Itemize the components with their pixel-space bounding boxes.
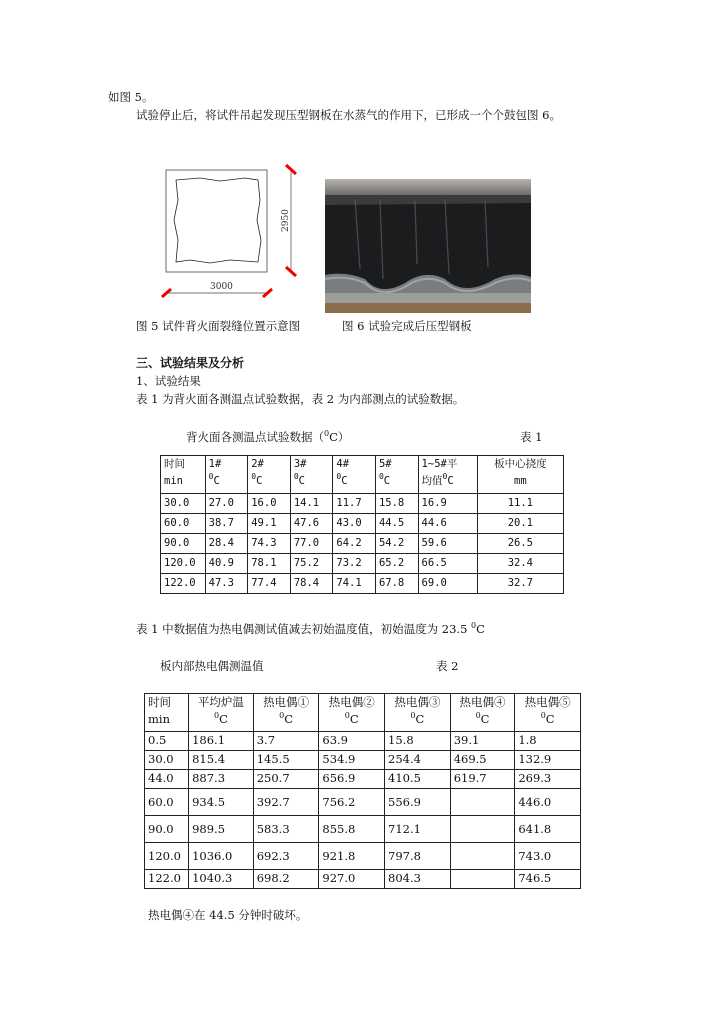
- table-cell: 887.3: [189, 770, 254, 789]
- table-cell: 65.2: [375, 554, 418, 574]
- table-row: [145, 770, 581, 789]
- table-cell: 59.6: [418, 534, 477, 554]
- table-cell: 855.8: [319, 816, 385, 843]
- table-cell: 30.0: [145, 751, 189, 770]
- header-cell: 热电偶⑤ $^0$C: [515, 694, 581, 732]
- table-row: [161, 554, 564, 574]
- figure-6-caption: 图 6 试验完成后压型钢板: [342, 319, 472, 333]
- table-cell: 16.9: [418, 494, 477, 514]
- table-cell: 74.3: [248, 534, 291, 554]
- table-cell: 26.5: [477, 534, 563, 554]
- table-cell: 712.1: [385, 816, 451, 843]
- header-cell: 热电偶③ $^0$C: [385, 694, 451, 732]
- intro-paragraph: 表 1 为背火面各测温点试验数据，表 2 为内部测点的试验数据。: [136, 392, 465, 406]
- steel-plate-photo: [325, 179, 531, 313]
- table-cell: 38.7: [205, 514, 248, 534]
- table-cell: [450, 843, 515, 870]
- crack-schematic: [160, 160, 310, 305]
- table-cell: 49.1: [248, 514, 291, 534]
- section-heading: 三、试验结果及分析: [136, 356, 245, 370]
- table-cell: 815.4: [189, 751, 254, 770]
- table-cell: 446.0: [515, 789, 581, 816]
- table-cell: 122.0: [161, 574, 206, 594]
- table-cell: 75.2: [290, 554, 333, 574]
- table-cell: 797.8: [385, 843, 451, 870]
- dimension-label-vertical: 2950: [281, 209, 291, 232]
- table-cell: 3.7: [253, 732, 319, 751]
- table-cell: [450, 789, 515, 816]
- table-row: [145, 789, 581, 816]
- table-1-label: 表 1: [520, 430, 543, 444]
- table-cell: 78.1: [248, 554, 291, 574]
- table-cell: 1.8: [515, 732, 581, 751]
- table-cell: 122.0: [145, 870, 189, 889]
- table-cell: 44.5: [375, 514, 418, 534]
- table-cell: 90.0: [161, 534, 206, 554]
- header-cell: 平均炉温 $^0$C: [189, 694, 254, 732]
- header-cell: 热电偶① $^0$C: [253, 694, 319, 732]
- table-1-note: 表 1 中数据值为热电偶测试值减去初始温度值，初始温度为 23.5 $^0$C: [136, 621, 485, 636]
- table-cell: 641.8: [515, 816, 581, 843]
- header-cell: 时间 min: [161, 456, 206, 494]
- table-cell: 556.9: [385, 789, 451, 816]
- table-cell: 410.5: [385, 770, 451, 789]
- table-cell: 11.7: [333, 494, 376, 514]
- table-cell: 39.1: [450, 732, 515, 751]
- header-cell: 热电偶② $^0$C: [319, 694, 385, 732]
- table-cell: 250.7: [253, 770, 319, 789]
- table-cell: 20.1: [477, 514, 563, 534]
- header-cell: 5# $^0$C: [375, 456, 418, 494]
- table-cell: 120.0: [145, 843, 189, 870]
- table-cell: 269.3: [515, 770, 581, 789]
- table-cell: 0.5: [145, 732, 189, 751]
- table-header-row: [145, 694, 581, 732]
- table-cell: 67.8: [375, 574, 418, 594]
- table-row: [161, 494, 564, 514]
- header-cell: 板中心挠度 mm: [477, 456, 563, 494]
- table-cell: 534.9: [319, 751, 385, 770]
- specimen-outline: [166, 170, 267, 272]
- table-cell: 145.5: [253, 751, 319, 770]
- header-cell: 1# $^0$C: [205, 456, 248, 494]
- table-cell: 804.3: [385, 870, 451, 889]
- table-2: [144, 693, 581, 889]
- header-cell: 热电偶④ $^0$C: [450, 694, 515, 732]
- table-cell: 14.1: [290, 494, 333, 514]
- header-cell: 3# $^0$C: [290, 456, 333, 494]
- crack-line: [174, 178, 261, 263]
- header-cell: 4# $^0$C: [333, 456, 376, 494]
- table-cell: 469.5: [450, 751, 515, 770]
- table-cell: 132.9: [515, 751, 581, 770]
- table-cell: 15.8: [375, 494, 418, 514]
- table-2-label: 表 2: [436, 659, 459, 673]
- table-cell: 73.2: [333, 554, 376, 574]
- header-cell: 时间 min: [145, 694, 189, 732]
- table-cell: 746.5: [515, 870, 581, 889]
- table-cell: 15.8: [385, 732, 451, 751]
- table-cell: 27.0: [205, 494, 248, 514]
- paragraph-line: 如图 5。: [108, 90, 154, 104]
- table-cell: 921.8: [319, 843, 385, 870]
- table-cell: 78.4: [290, 574, 333, 594]
- table-cell: 120.0: [161, 554, 206, 574]
- table-cell: 989.5: [189, 816, 254, 843]
- table-cell: 40.9: [205, 554, 248, 574]
- table-cell: 64.2: [333, 534, 376, 554]
- table-cell: 743.0: [515, 843, 581, 870]
- table-cell: 47.6: [290, 514, 333, 534]
- table-cell: 77.0: [290, 534, 333, 554]
- subsection-heading: 1、试验结果: [136, 374, 201, 388]
- table-cell: 698.2: [253, 870, 319, 889]
- table-header-row: [161, 456, 564, 494]
- table-row: [145, 732, 581, 751]
- table-cell: 54.2: [375, 534, 418, 554]
- table-cell: 44.0: [145, 770, 189, 789]
- table-cell: 1040.3: [189, 870, 254, 889]
- table-cell: 254.4: [385, 751, 451, 770]
- table-cell: 692.3: [253, 843, 319, 870]
- table-cell: 392.7: [253, 789, 319, 816]
- header-cell: 2# $^0$C: [248, 456, 291, 494]
- table-cell: 44.6: [418, 514, 477, 534]
- table-row: [145, 870, 581, 889]
- table-1: [160, 455, 564, 594]
- table-cell: 69.0: [418, 574, 477, 594]
- table-cell: 63.9: [319, 732, 385, 751]
- table-cell: 77.4: [248, 574, 291, 594]
- table-row: [161, 534, 564, 554]
- paragraph-line: 试验停止后，将试件吊起发现压型钢板在水蒸气的作用下，已形成一个个鼓包图 6。: [136, 108, 561, 122]
- table-cell: 11.1: [477, 494, 563, 514]
- dimension-label-horizontal: 3000: [210, 282, 233, 292]
- table-row: [145, 751, 581, 770]
- figure-6-photo: [325, 179, 531, 313]
- table-cell: 656.9: [319, 770, 385, 789]
- table-row: [161, 574, 564, 594]
- figure-5-diagram: [160, 160, 310, 305]
- table-cell: 619.7: [450, 770, 515, 789]
- table-cell: 66.5: [418, 554, 477, 574]
- table-2-note: 热电偶④在 44.5 分钟时破坏。: [148, 908, 308, 922]
- table-cell: 60.0: [161, 514, 206, 534]
- table-cell: 186.1: [189, 732, 254, 751]
- table-cell: 74.1: [333, 574, 376, 594]
- table-cell: 32.7: [477, 574, 563, 594]
- table-cell: 28.4: [205, 534, 248, 554]
- figure-5-caption: 图 5 试件背火面裂缝位置示意图: [136, 319, 301, 333]
- table-cell: 47.3: [205, 574, 248, 594]
- table-cell: 756.2: [319, 789, 385, 816]
- table-cell: 16.0: [248, 494, 291, 514]
- table-cell: 927.0: [319, 870, 385, 889]
- table-1-title: 背火面各测温点试验数据（$^0$C）: [186, 429, 350, 444]
- table-row: [145, 816, 581, 843]
- table-cell: 583.3: [253, 816, 319, 843]
- table-cell: [450, 870, 515, 889]
- table-cell: 934.5: [189, 789, 254, 816]
- table-row: [145, 843, 581, 870]
- table-cell: [450, 816, 515, 843]
- table-cell: 30.0: [161, 494, 206, 514]
- table-cell: 1036.0: [189, 843, 254, 870]
- table-cell: 32.4: [477, 554, 563, 574]
- table-cell: 90.0: [145, 816, 189, 843]
- table-cell: 43.0: [333, 514, 376, 534]
- table-row: [161, 514, 564, 534]
- table-cell: 60.0: [145, 789, 189, 816]
- header-cell: 1~5#平 均值$^0$C: [418, 456, 477, 494]
- table-2-title: 板内部热电偶测温值: [160, 659, 264, 673]
